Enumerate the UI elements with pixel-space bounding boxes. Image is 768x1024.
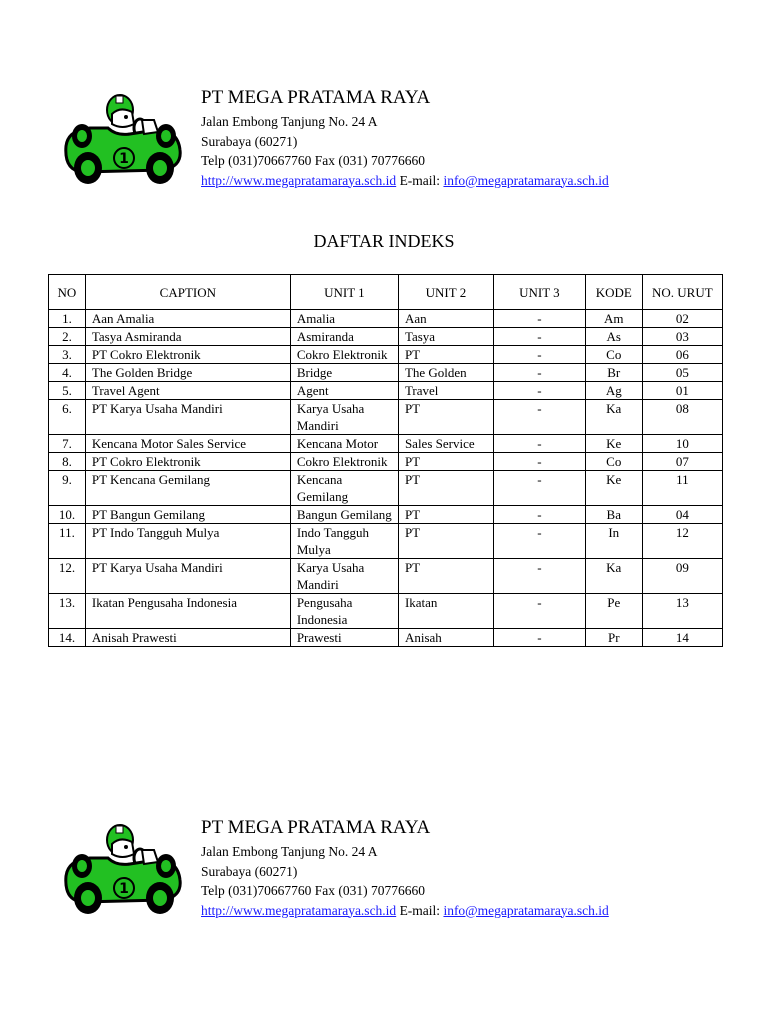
cell-unit1: Amalia	[290, 310, 398, 328]
company-contact	[201, 901, 609, 921]
index-table	[48, 274, 723, 647]
company-phone: Telp (031)70667760 Fax (031) 70776660	[201, 883, 426, 898]
cell-caption: PT Cokro Elektronik	[85, 453, 290, 471]
cell-urut: 10	[642, 435, 722, 453]
cell-kode: Pr	[585, 629, 642, 647]
header-unit3: UNIT 3	[493, 275, 585, 310]
table-row	[49, 471, 723, 506]
cell-unit1: Agent	[290, 382, 398, 400]
website-link[interactable]: http://www.megapratamaraya.sch.id	[201, 172, 397, 188]
cell-unit2: Travel	[398, 382, 493, 400]
cell-no: 9.	[49, 471, 86, 506]
cell-caption: PT Bangun Gemilang	[85, 506, 290, 524]
cell-no: 5.	[49, 382, 86, 400]
cell-kode: Br	[585, 364, 642, 382]
cell-unit3: -	[493, 310, 585, 328]
company-city: Surabaya (60271)	[201, 863, 298, 879]
cell-unit2: Tasya	[398, 328, 493, 346]
cell-no: 4.	[49, 364, 86, 382]
cell-unit2: PT	[398, 400, 493, 435]
cell-unit2: PT	[398, 346, 493, 364]
cell-unit3: -	[493, 629, 585, 647]
table-header-row	[49, 275, 723, 310]
cell-urut: 08	[642, 400, 722, 435]
cell-unit2: Anisah	[398, 629, 493, 647]
company-name: PT MEGA PRATAMA RAYA	[201, 87, 431, 108]
cell-kode: Ag	[585, 382, 642, 400]
cell-unit2: PT	[398, 453, 493, 471]
table-row	[49, 328, 723, 346]
cell-urut: 12	[642, 524, 722, 559]
cell-unit3: -	[493, 382, 585, 400]
cell-unit3: -	[493, 364, 585, 382]
table-row	[49, 594, 723, 629]
table-row	[49, 629, 723, 647]
company-phone: Telp (031)70667760 Fax (031) 70776660	[201, 153, 426, 168]
email-label: E-mail:	[399, 172, 441, 188]
cell-kode: Am	[585, 310, 642, 328]
table-row	[49, 435, 723, 453]
cell-urut: 06	[642, 346, 722, 364]
cell-unit2: Sales Service	[398, 435, 493, 453]
cell-unit1: Asmiranda	[290, 328, 398, 346]
cell-urut: 04	[642, 506, 722, 524]
cell-kode: Ka	[585, 400, 642, 435]
cell-urut: 13	[642, 594, 722, 629]
cell-kode: Ke	[585, 471, 642, 506]
cell-no: 13.	[49, 594, 86, 629]
company-info	[201, 814, 609, 920]
cell-caption: PT Cokro Elektronik	[85, 346, 290, 364]
cell-no: 12.	[49, 559, 86, 594]
cell-unit3: -	[493, 594, 585, 629]
cell-unit1: Karya Usaha Mandiri	[290, 400, 398, 435]
cell-caption: The Golden Bridge	[85, 364, 290, 382]
cell-caption: Ikatan Pengusaha Indonesia	[85, 594, 290, 629]
cell-urut: 07	[642, 453, 722, 471]
cell-unit3: -	[493, 346, 585, 364]
cell-unit3: -	[493, 559, 585, 594]
cell-kode: Ke	[585, 435, 642, 453]
table-row	[49, 453, 723, 471]
table-row	[49, 310, 723, 328]
cell-unit1: Bridge	[290, 364, 398, 382]
cell-no: 2.	[49, 328, 86, 346]
cell-unit1: Cokro Elektronik	[290, 346, 398, 364]
cell-kode: Co	[585, 346, 642, 364]
cell-unit1: Cokro Elektronik	[290, 453, 398, 471]
logo-number: 1	[119, 151, 129, 167]
cell-caption: Aan Amalia	[85, 310, 290, 328]
cell-unit1: Prawesti	[290, 629, 398, 647]
cell-unit1: Indo Tangguh Mulya	[290, 524, 398, 559]
company-address: Jalan Embong Tanjung No. 24 A	[201, 114, 378, 129]
table-row	[49, 524, 723, 559]
cell-no: 8.	[49, 453, 86, 471]
cell-unit3: -	[493, 524, 585, 559]
header-urut: NO. URUT	[642, 275, 722, 310]
cell-urut: 01	[642, 382, 722, 400]
header-caption: CAPTION	[85, 275, 290, 310]
cell-no: 11.	[49, 524, 86, 559]
cell-caption: PT Kencana Gemilang	[85, 471, 290, 506]
cell-no: 1.	[49, 310, 86, 328]
green-race-car-icon	[60, 820, 186, 918]
cell-caption: Travel Agent	[85, 382, 290, 400]
cell-unit3: -	[493, 506, 585, 524]
company-address: Jalan Embong Tanjung No. 24 A	[201, 844, 378, 859]
cell-caption: PT Karya Usaha Mandiri	[85, 559, 290, 594]
cell-no: 6.	[49, 400, 86, 435]
cell-urut: 09	[642, 559, 722, 594]
cell-urut: 14	[642, 629, 722, 647]
header-unit2: UNIT 2	[398, 275, 493, 310]
cell-no: 10.	[49, 506, 86, 524]
website-link[interactable]: http://www.megapratamaraya.sch.id	[201, 902, 397, 918]
cell-unit2: Ikatan	[398, 594, 493, 629]
cell-unit2: PT	[398, 506, 493, 524]
document-title: DAFTAR INDEKS	[313, 231, 455, 251]
letterhead-top	[0, 84, 768, 194]
cell-unit3: -	[493, 471, 585, 506]
cell-urut: 05	[642, 364, 722, 382]
cell-unit3: -	[493, 328, 585, 346]
cell-unit3: -	[493, 435, 585, 453]
email-link[interactable]: info@megapratamaraya.sch.id	[443, 902, 609, 918]
letterhead-bottom	[0, 814, 768, 924]
company-info	[201, 84, 609, 190]
cell-kode: In	[585, 524, 642, 559]
cell-caption: PT Indo Tangguh Mulya	[85, 524, 290, 559]
header-unit1: UNIT 1	[290, 275, 398, 310]
cell-unit2: PT	[398, 559, 493, 594]
cell-unit3: -	[493, 453, 585, 471]
cell-no: 14.	[49, 629, 86, 647]
cell-unit1: Pengusaha Indonesia	[290, 594, 398, 629]
cell-unit2: PT	[398, 471, 493, 506]
header-kode: KODE	[585, 275, 642, 310]
email-label: E-mail:	[399, 902, 441, 918]
table-row	[49, 346, 723, 364]
cell-urut: 02	[642, 310, 722, 328]
cell-unit1: Kencana Gemilang	[290, 471, 398, 506]
cell-unit3: -	[493, 400, 585, 435]
cell-unit2: PT	[398, 524, 493, 559]
email-link[interactable]: info@megapratamaraya.sch.id	[443, 172, 609, 188]
cell-unit1: Kencana Motor	[290, 435, 398, 453]
cell-unit1: Karya Usaha Mandiri	[290, 559, 398, 594]
cell-kode: Ka	[585, 559, 642, 594]
cell-caption: PT Karya Usaha Mandiri	[85, 400, 290, 435]
cell-no: 7.	[49, 435, 86, 453]
cell-caption: Anisah Prawesti	[85, 629, 290, 647]
cell-urut: 11	[642, 471, 722, 506]
logo-number: 1	[119, 881, 129, 897]
table-row	[49, 400, 723, 435]
cell-caption: Tasya Asmiranda	[85, 328, 290, 346]
table-body	[49, 310, 723, 647]
cell-kode: As	[585, 328, 642, 346]
cell-unit2: The Golden	[398, 364, 493, 382]
cell-no: 3.	[49, 346, 86, 364]
cell-caption: Kencana Motor Sales Service	[85, 435, 290, 453]
cell-kode: Ba	[585, 506, 642, 524]
table-row	[49, 382, 723, 400]
cell-urut: 03	[642, 328, 722, 346]
table-row	[49, 559, 723, 594]
cell-kode: Pe	[585, 594, 642, 629]
company-name: PT MEGA PRATAMA RAYA	[201, 817, 431, 838]
cell-kode: Co	[585, 453, 642, 471]
company-contact	[201, 171, 609, 191]
table-row	[49, 506, 723, 524]
cell-unit1: Bangun Gemilang	[290, 506, 398, 524]
company-city: Surabaya (60271)	[201, 133, 298, 149]
header-no: NO	[49, 275, 86, 310]
green-race-car-icon	[60, 90, 186, 188]
table-row	[49, 364, 723, 382]
cell-unit2: Aan	[398, 310, 493, 328]
